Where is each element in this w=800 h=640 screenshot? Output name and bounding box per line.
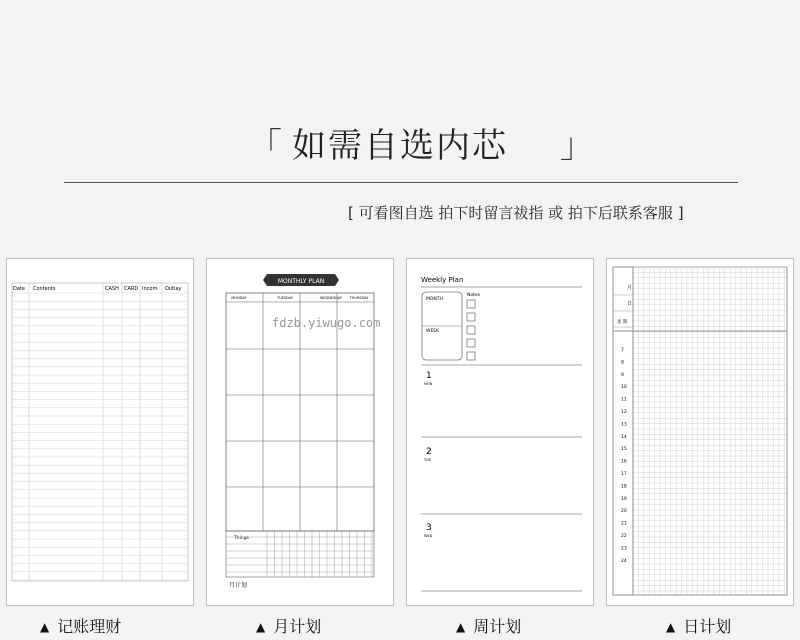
daily-hour-label: 10	[621, 385, 627, 391]
daily-month-label: 月	[627, 285, 633, 291]
triangle-icon: ▲	[456, 620, 466, 634]
daily-hour-label: 23	[621, 546, 627, 552]
weekly-day1-name: MON	[424, 382, 433, 386]
ledger-border	[12, 283, 188, 581]
daily-hour-label: 18	[621, 484, 627, 490]
weekly-month-label: MONTH	[426, 297, 443, 302]
daily-hour-label: 7	[621, 348, 624, 353]
ledger-caption	[40, 614, 121, 637]
close-bracket: 」	[560, 126, 594, 166]
order-instructions: [ 可看图自选 拍下时留言祓指 或 拍下后联系客服 ]	[348, 204, 684, 222]
daily-day-label: 日	[627, 301, 633, 307]
weekly-checkbox	[467, 300, 475, 308]
weekly-plan-card[interactable]	[406, 258, 594, 606]
weekly-day3-number: 3	[426, 523, 432, 533]
daily-border	[613, 267, 787, 595]
daily-hour-label: 14	[621, 434, 627, 440]
weekly-week-label: WEEK	[426, 329, 440, 334]
page-title: 如需自选内芯	[292, 126, 508, 166]
monthly-footer-label: 月计划	[229, 582, 248, 589]
monthly-day-monday: MONDAY	[231, 296, 247, 300]
weekly-day2-number: 2	[426, 447, 432, 457]
weekly-checkbox	[467, 352, 475, 360]
watermark: fdzb.yiwugo.com	[272, 316, 381, 330]
daily-hour-label: 24	[621, 558, 627, 564]
weekly-day3-name: WED	[424, 534, 433, 538]
weekly-checkbox	[467, 326, 475, 334]
daily-caption	[666, 614, 731, 637]
daily-hour-label: 22	[621, 534, 627, 539]
daily-hour-label: 12	[621, 410, 627, 415]
ledger-header-contents: Contents	[33, 286, 56, 292]
weekly-title: Weekly Plan	[421, 276, 464, 284]
weekly-checkbox-list	[467, 300, 475, 360]
daily-hour-label: 19	[621, 496, 627, 502]
triangle-icon: ▲	[666, 620, 676, 634]
ledger-header-incom: Incom	[142, 286, 158, 292]
monthly-grid	[226, 293, 374, 577]
daily-hour-label: 8	[621, 360, 624, 366]
weekly-checkbox	[467, 313, 475, 321]
monthly-plan-card[interactable]	[206, 258, 394, 606]
daily-plan-card[interactable]	[606, 258, 794, 606]
weekly-day1-number: 1	[426, 371, 432, 381]
weekly-plan-sheet	[407, 259, 593, 605]
weekly-caption-text: 周计划	[473, 617, 522, 636]
daily-weekday-label: 星 期	[617, 320, 628, 325]
daily-hour-label: 9	[621, 372, 624, 378]
ledger-caption-text: 记账理财	[57, 617, 122, 636]
weekly-checkbox	[467, 339, 475, 347]
daily-hour-label: 17	[621, 472, 627, 477]
monthly-day-wednesday: WEDNESDAY	[319, 296, 343, 300]
monthly-caption-text: 月计划	[273, 617, 322, 636]
monthly-day-tuesday: TUESDAY	[276, 296, 294, 300]
ledger-page-card[interactable]	[6, 258, 194, 606]
weekly-notes-label: Notes	[467, 293, 480, 298]
daily-plan-sheet	[607, 259, 793, 605]
triangle-icon: ▲	[256, 620, 266, 634]
ledger-grid	[12, 283, 188, 581]
ledger-header-outlay: Outlay	[165, 286, 182, 292]
ledger-page-sheet	[7, 259, 193, 605]
daily-caption-text: 日计划	[683, 617, 732, 636]
ledger-header-date: Date	[13, 286, 25, 292]
monthly-caption	[256, 614, 321, 637]
monthly-plan-sheet	[207, 259, 393, 605]
weekly-day2-name: TUE	[424, 458, 431, 462]
monthly-things-label: Things	[234, 536, 249, 541]
daily-hour-label: 15	[621, 447, 627, 453]
ledger-header-cash: CASH	[105, 286, 119, 292]
monthly-day-thursday: THURSDAY	[349, 296, 369, 300]
daily-hour-label: 11	[621, 397, 627, 403]
title-divider	[64, 182, 738, 183]
weekly-caption	[456, 614, 521, 637]
daily-hour-label: 20	[621, 509, 627, 515]
daily-hour-label: 21	[621, 521, 627, 527]
triangle-icon: ▲	[40, 620, 50, 634]
daily-hour-label: 16	[621, 459, 627, 465]
ledger-header-card: CARD	[124, 286, 139, 292]
open-bracket: 「	[248, 126, 282, 166]
monthly-banner-text: MONTHLY PLAN	[277, 278, 325, 285]
daily-grid	[613, 267, 787, 595]
daily-hour-label: 13	[621, 422, 627, 428]
